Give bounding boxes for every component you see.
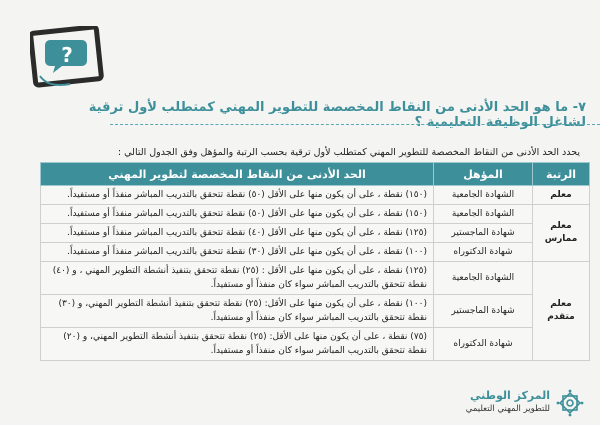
ncpd-logo [434,387,584,419]
qualification-cell: الشهادة الجامعية [434,186,533,205]
requirement-cell: (١٥٠) نقطة ، على أن يكون منها على الأقل (٥٠) نقطة تتحقق بالتدريب المباشر منفذاً أو مستفيداً. [41,205,434,224]
question-bubble-icon [30,26,106,92]
table-row [41,295,590,328]
requirement-cell: (١٥٠) نقطة ، على أن يكون منها على الأقل (٥٠) نقطة تتحقق بالتدريب المباشر منفذاً أو مستفيداً. [41,186,434,205]
qualification-cell: الشهادة الجامعية [434,205,533,224]
header-rank: الرتبة [533,163,590,186]
intro-text: يحدد الحد الأدنى من النقاط المخصصة للتطوير المهني كمتطلب لأول ترقية بحسب الرتبة والمؤهل وفق الجدول التالي : [117,147,580,158]
table-row [41,243,590,262]
question-divider [110,124,600,125]
logo-title: المركز الوطني [470,389,550,402]
svg-text:?: ? [61,43,73,67]
qualification-cell: شهادة الماجستير [434,224,533,243]
table-row [41,224,590,243]
star-pattern-logo [556,389,584,417]
requirement-cell: (١٠٠) نقطة ، على أن يكون منها على الأقل (٣٠) نقطة تتحقق بالتدريب المباشر منفذاً أو مستفيداً. [41,243,434,262]
table-row [41,262,590,295]
rank-cell: معلم متقدم [533,262,590,361]
qualification-cell: شهادة الدكتوراه [434,243,533,262]
requirement-cell: (١٢٥) نقطة ، على أن يكون منها على الأقل (٤٠) نقطة تتحقق بالتدريب المباشر منفذاً أو مستفيداً. [41,224,434,243]
rank-cell: معلم [533,186,590,205]
table-body [41,186,590,361]
points-table [40,162,590,361]
qualification-cell: شهادة الماجستير [434,295,533,328]
header-qualification: المؤهل [434,163,533,186]
rank-cell: معلم ممارس [533,205,590,262]
table-header-row [41,163,590,186]
question-title: ٧- ما هو الحد الأدنى من النقاط المخصصة للتطوير المهني كمتطلب لأول ترقية لشاغل الوظيفة التعليمية ؟ [88,100,586,130]
requirement-cell: (١٠٠) نقطة ، على أن يكون منها على الأقل: (٢٥) نقطة تتحقق بتنفيذ أنشطة التطوير المهني، و (٣٠) نقطة تتحقق بالتدريب المباشر سواء كان منفذاً أو مستفيداً. [41,295,434,328]
logo-subtitle: للتطوير المهني التعليمي [465,404,550,414]
requirement-cell: (١٢٥) نقطة ، على أن يكون منها على الأقل : (٢٥) نقطة تتحقق بتنفيذ أنشطة التطوير المهني ، و (٤٠) نقطة تتحقق بالتدريب المباشر سواء كان منفذاً أو مستفيداً. [41,262,434,295]
qualification-cell: شهادة الدكتوراه [434,328,533,361]
table-row [41,205,590,224]
header-requirement: الحد الأدنى من النقاط المخصصة لتطوير المهني [41,163,434,186]
table-row [41,328,590,361]
table-row [41,186,590,205]
qualification-cell: الشهادة الجامعية [434,262,533,295]
requirement-cell: (٧٥) نقطة ، على أن يكون منها على الأقل: (٢٥) نقطة تتحقق بتنفيذ أنشطة التطوير المهني، و (٢٠) نقطة تتحقق بالتدريب المباشر سواء كان منفذاً أو مستفيداً. [41,328,434,361]
